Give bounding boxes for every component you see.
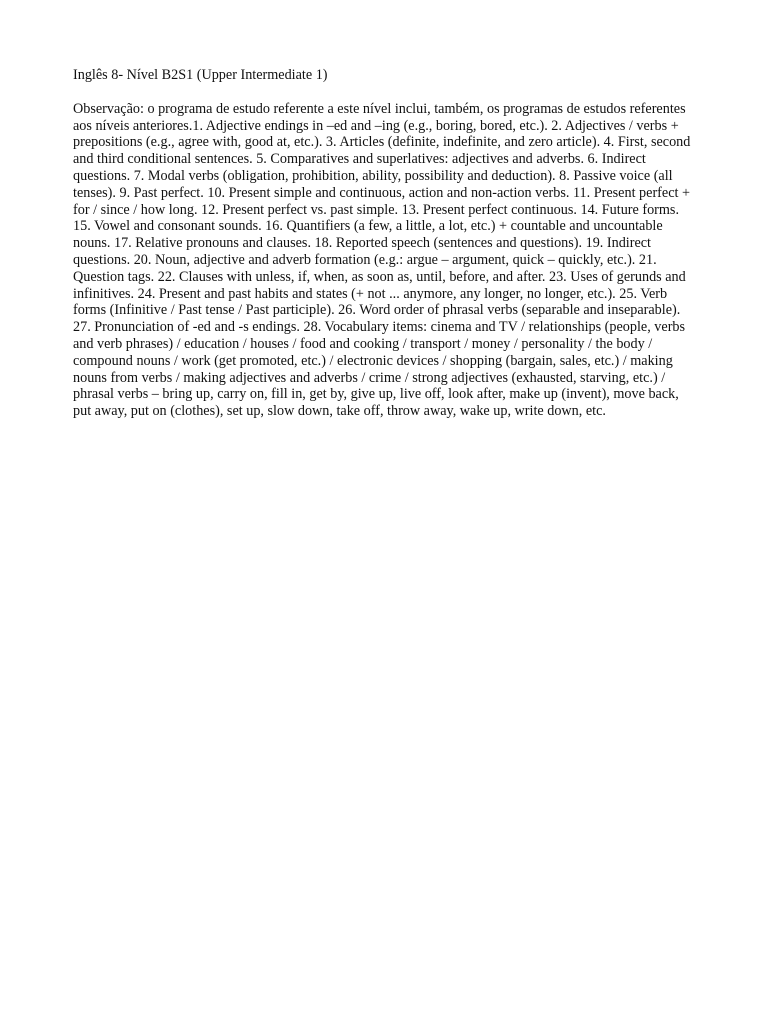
document-page	[73, 67, 699, 420]
document-body-paragraph: Observação: o programa de estudo referente a este nível inclui, também, os programas de estudos referentes aos níveis anteriores.1. Adjective endings in –ed and –ing (e.g., boring, bored, etc.). 2. Adjectives / verbs + prepositions (e.g., agree with, good at, etc.). 3. Articles (definite, indefinite, and zero article). 4. First, second and third conditional sentences. 5. Comparatives and superlatives: adjectives and adverbs. 6. Indirect questions. 7. Modal verbs (obligation, prohibition, ability, possibility and deduction). 8. Passive voice (all tenses). 9. Past perfect. 10. Present simple and continuous, action and non-action verbs. 11. Present perfect + for / since / how long. 12. Present perfect vs. past simple. 13. Present perfect continuous. 14. Future forms. 15. Vowel and consonant sounds. 16. Quantifiers (a few, a little, a lot, etc.) + countable and uncountable nouns. 17. Relative pronouns and clauses. 18. Reported speech (sentences and questions). 19. Indirect questions. 20. Noun, adjective and adverb formation (e.g.: argue – argument, quick – quickly, etc.). 21. Question tags. 22. Clauses with unless, if, when, as soon as, until, before, and after. 23. Uses of gerunds and infinitives. 24. Present and past habits and states (+ not ... anymore, any longer, no longer, etc.). 25. Verb forms (Infinitive / Past tense / Past participle). 26. Word order of phrasal verbs (separable and inseparable). 27. Pronunciation of -ed and -s endings. 28. Vocabulary items: cinema and TV / relationships (people, verbs and verb phrases) / education / houses / food and cooking / transport / money / personality / the body / compound nouns / work (get promoted, etc.) / electronic devices / shopping (bargain, sales, etc.) / making nouns from verbs / making adjectives and adverbs / crime / strong adjectives (exhausted, starving, etc.) / phrasal verbs – bring up, carry on, fill in, get by, give up, live off, look after, make up (invent), move back, put away, put on (clothes), set up, slow down, take off, throw away, wake up, write down, etc.	[73, 100, 691, 420]
document-title: Inglês 8- Nível B2S1 (Upper Intermediate 1)	[73, 67, 328, 83]
